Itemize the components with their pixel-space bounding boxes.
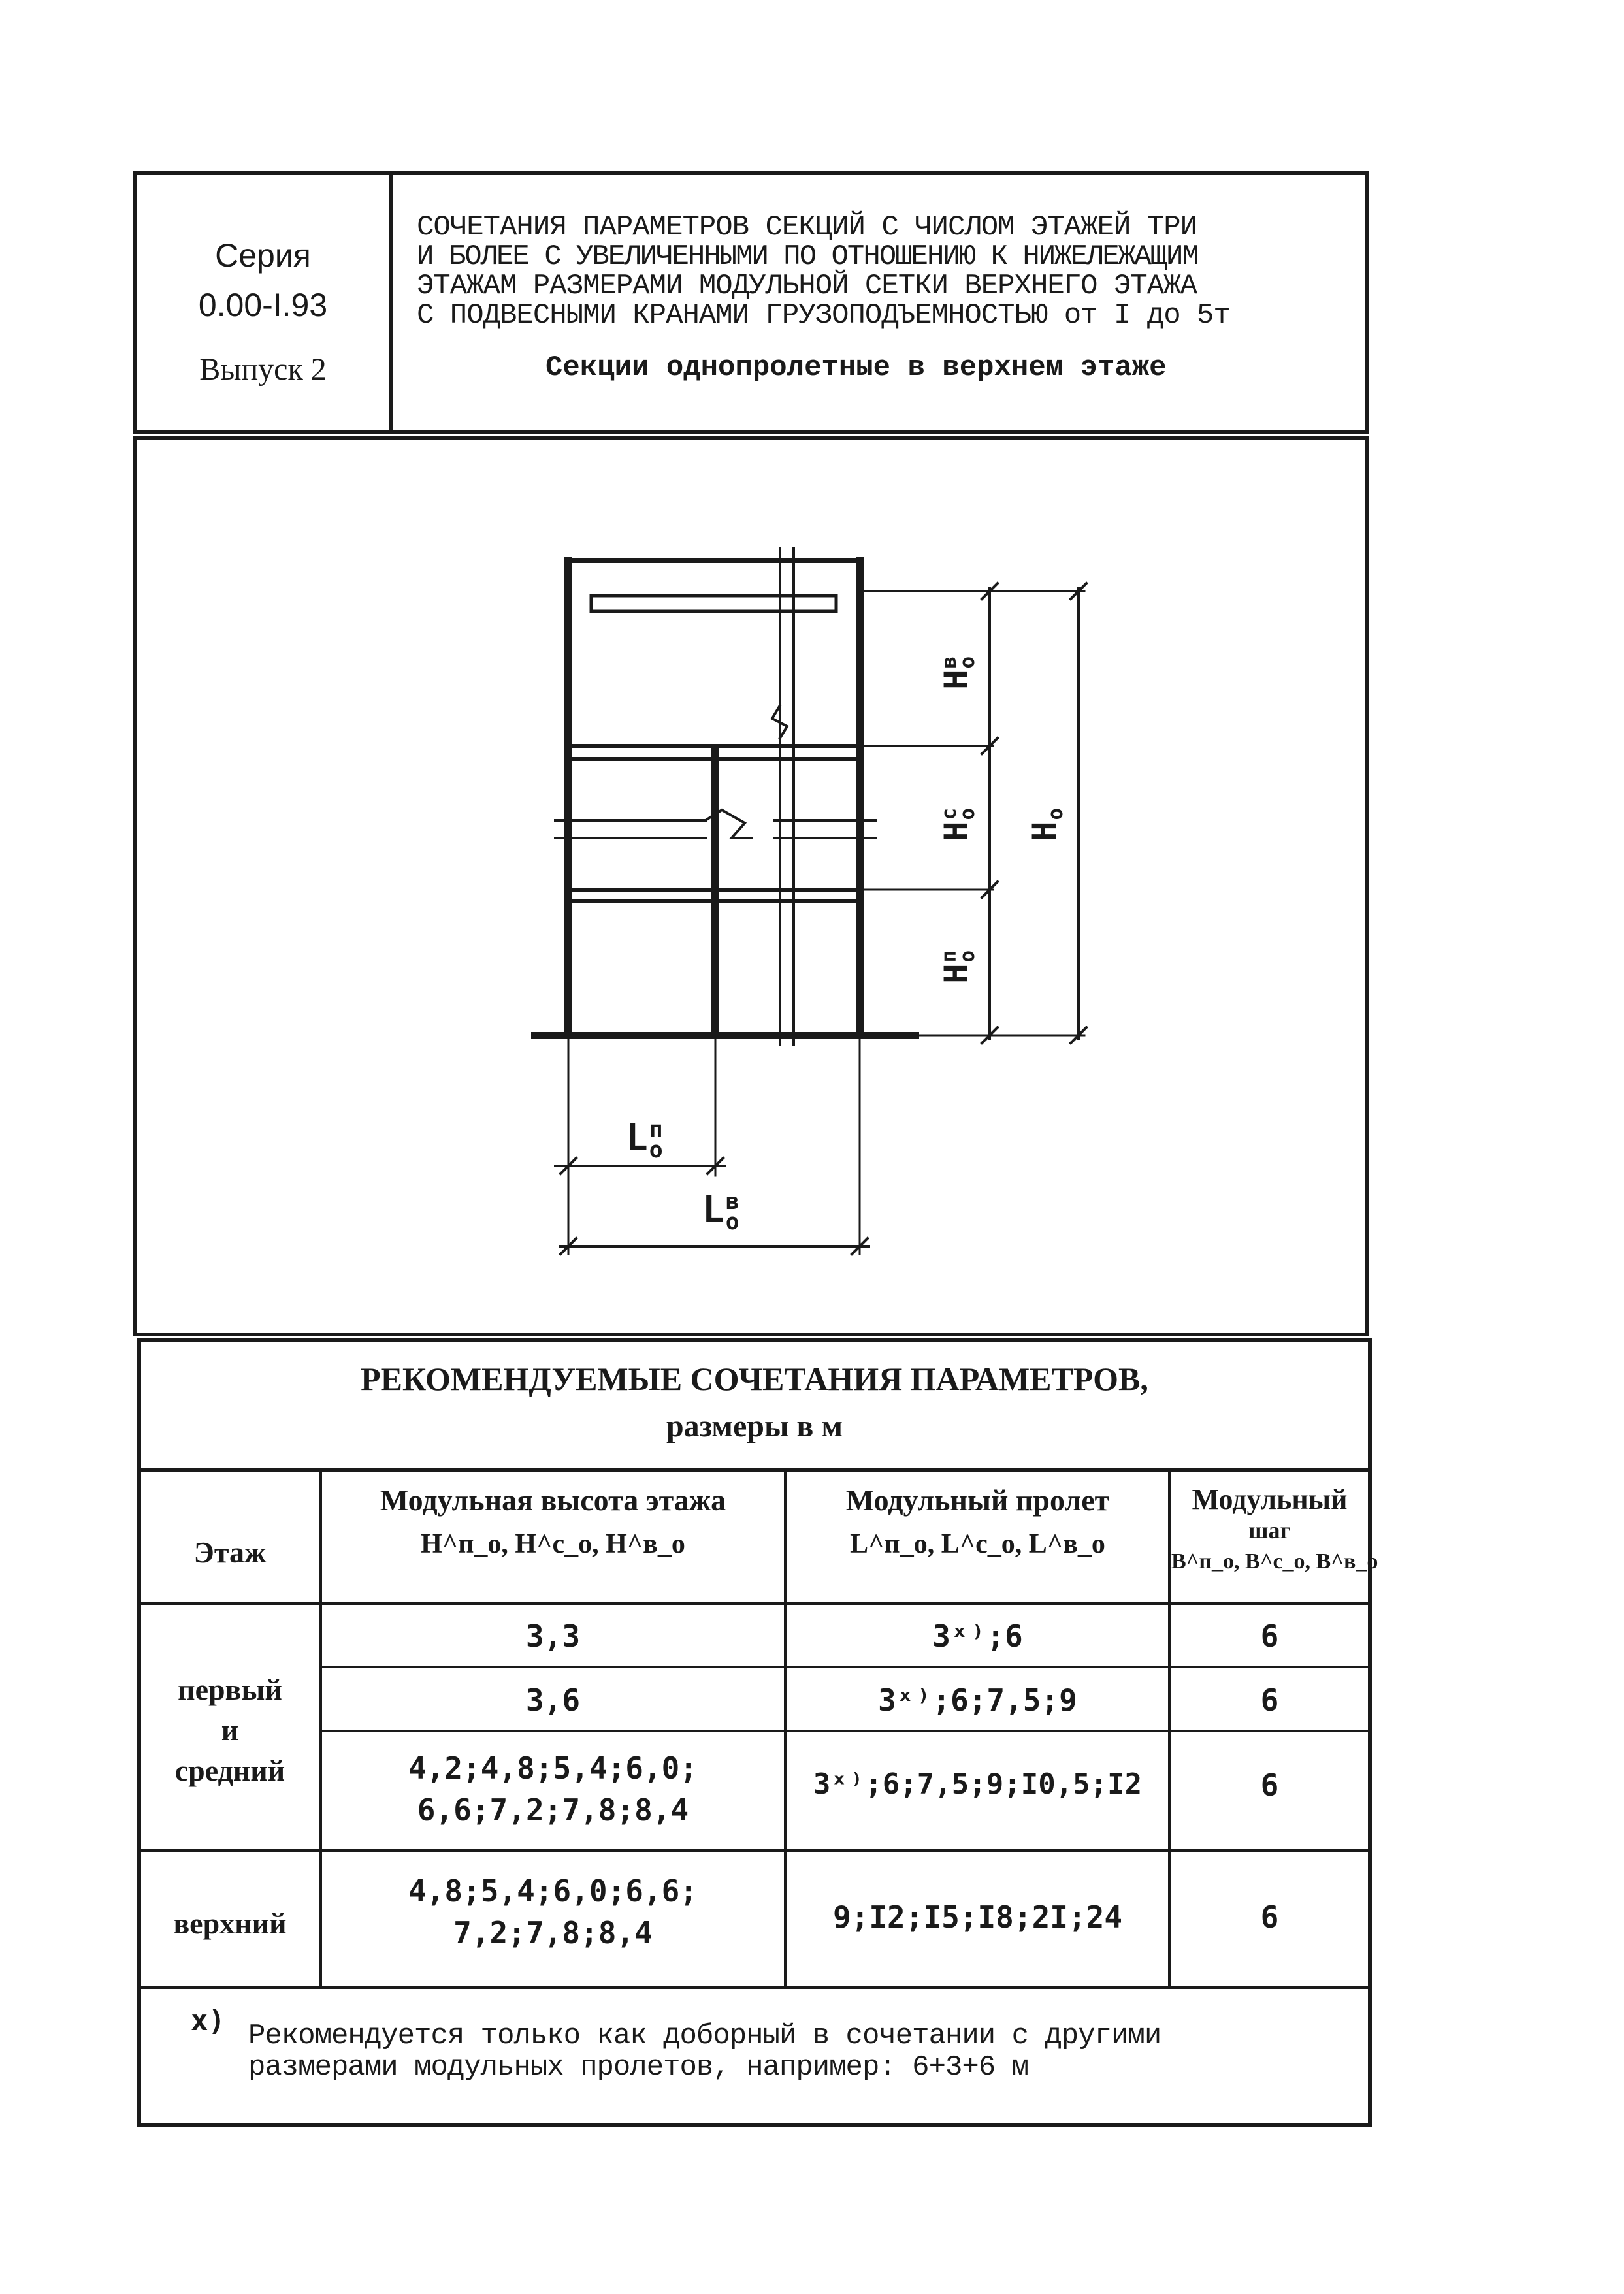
table-title: РЕКОМЕНДУЕМЫЕ СОЧЕТАНИЯ ПАРАМЕТРОВ,: [361, 1361, 1148, 1397]
cell-step-2: 6: [1260, 1683, 1279, 1718]
cell-span-3: 3ˣ⁾;6;7,5;9;I0,5;I2: [813, 1768, 1143, 1801]
cell-span-1: 3ˣ⁾;6: [932, 1619, 1023, 1654]
cell-span-2: 3ˣ⁾;6;7,5;9: [878, 1683, 1077, 1718]
title-line-4: С ПОДВЕСНЫМИ КРАНАМИ ГРУЗОПОДЪЕМНОСТЬЮ от I до 5т: [417, 299, 1230, 332]
header-step-line1: Модульный: [1192, 1483, 1348, 1515]
cell-height-3-line2: 6,6;7,2;7,8;8,4: [417, 1792, 689, 1828]
header-height-line1: Модульная высота этажа: [380, 1483, 726, 1517]
label-h-total: H о: [1026, 807, 1067, 841]
table-block: [137, 1338, 1378, 2127]
floor-first-line3: средний: [174, 1754, 285, 1787]
label-h-upper: H в о: [937, 656, 979, 690]
header-span-line1: Модульный пролет: [845, 1483, 1110, 1517]
label-h-lower: H п о: [937, 950, 979, 984]
title-line-2: И БОЛЕЕ С УВЕЛИЧЕННЫМИ ПО ОТНОШЕНИЮ К НИЖЕЛЕЖАЩИМ: [417, 240, 1198, 273]
table-rule-row1: [320, 1666, 1368, 1668]
table-rule-header: [141, 1602, 1368, 1605]
cell-height-2: 3,6: [525, 1683, 581, 1718]
floor-first-line2: и: [221, 1713, 239, 1747]
footnote-line-2: размерами модульных пролетов, например: 6+3+6 м: [248, 2051, 1029, 2084]
header-step-line2: шаг: [1248, 1517, 1291, 1543]
table-rule-footnote: [141, 1986, 1368, 1989]
table-rule-row2: [320, 1730, 1368, 1732]
cell-step-3: 6: [1260, 1768, 1279, 1803]
footnote-line-1: Рекомендуется только как доборный в сочетании с другими: [248, 2020, 1161, 2052]
label-l-lower: L п о: [626, 1116, 663, 1163]
floor-upper: верхний: [173, 1907, 287, 1940]
header-span-line2: L^п_о, L^с_о, L^в_о: [850, 1529, 1105, 1559]
title-line-3: ЭТАЖАМ РАЗМЕРАМИ МОДУЛЬНОЙ СЕТКИ ВЕРХНЕГО ЭТАЖА: [417, 270, 1197, 302]
cell-height-1: 3,3: [525, 1619, 581, 1654]
header-step-line3: B^п_о, B^с_о, B^в_о: [1171, 1549, 1378, 1574]
cell-step-4: 6: [1260, 1899, 1279, 1935]
table-subtitle: размеры в м: [666, 1409, 843, 1444]
label-l-upper: L в о: [702, 1188, 739, 1235]
issue-label: Выпуск 2: [199, 352, 327, 387]
cell-span-4: 9;I2;I5;I8;2I;24: [832, 1899, 1123, 1935]
series-number: 0.00-I.93: [198, 287, 328, 323]
table-rule-group: [141, 1849, 1368, 1852]
footnote-mark: x): [191, 2004, 225, 2037]
header-subtitle: Секции однопролетные в верхнем этаже: [545, 351, 1167, 384]
header-floor: Этаж: [193, 1536, 267, 1569]
label-h-middle: H с о: [937, 807, 979, 841]
header-height-line2: H^п_о, H^с_о, H^в_о: [421, 1529, 685, 1559]
title-line-1: СОЧЕТАНИЯ ПАРАМЕТРОВ СЕКЦИЙ С ЧИСЛОМ ЭТАЖЕЙ ТРИ: [417, 211, 1197, 244]
table-rule-top: [141, 1468, 1368, 1472]
cell-step-1: 6: [1260, 1619, 1279, 1654]
floor-first-line1: первый: [178, 1673, 282, 1706]
cell-height-3-line1: 4,2;4,8;5,4;6,0;: [408, 1751, 698, 1786]
series-label: Серия: [215, 237, 311, 274]
cell-height-4-line2: 7,2;7,8;8,4: [453, 1915, 653, 1950]
cell-height-4-line1: 4,8;5,4;6,0;6,6;: [408, 1873, 698, 1909]
